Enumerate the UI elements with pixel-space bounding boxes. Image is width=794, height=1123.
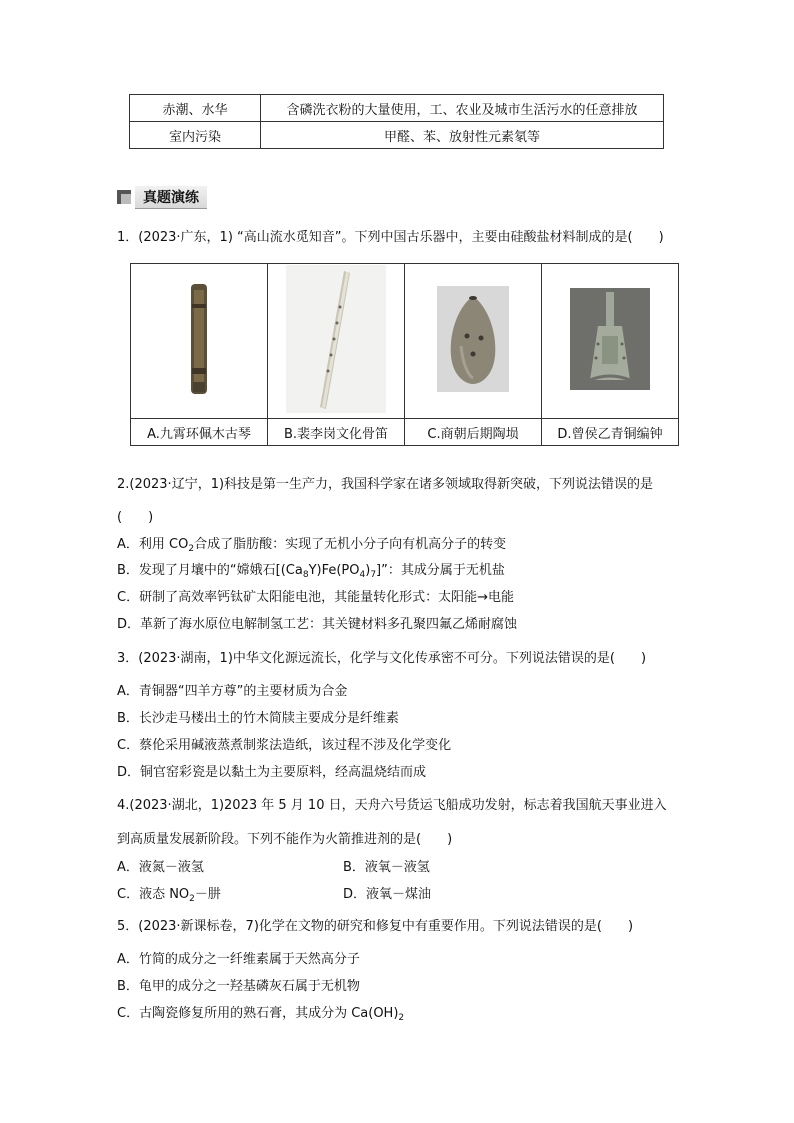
question-5-option-b: B．龟甲的成分之一羟基磷灰石属于无机物 xyxy=(117,979,360,994)
option-caption: A.九霄环佩木古琴 xyxy=(131,419,268,446)
question-4-option-c xyxy=(117,886,221,904)
image-cell xyxy=(268,264,405,419)
question-5-option-a: A．竹简的成分之一纤维素属于天然高分子 xyxy=(117,952,360,967)
question-5-option-c xyxy=(117,1005,404,1023)
option-text: C．液态 NO xyxy=(117,887,190,902)
section-header xyxy=(117,186,207,208)
pollution-type-cell: 赤潮、水华 xyxy=(130,95,261,122)
section-marker-icon xyxy=(117,190,131,204)
image-cell xyxy=(131,264,268,419)
option-text: －肼 xyxy=(194,887,221,902)
guqin-photo xyxy=(179,280,219,398)
option-text: Y)Fe(PO xyxy=(308,563,360,578)
question-4-stem-cont: 到高质量发展新阶段。下列不能作为火箭推进剂的是( ) xyxy=(117,832,453,847)
question-2-stem: 2.(2023·辽宁，1)科技是第一生产力，我国科学家在诸多领域取得新突破，下列说法错误的是 xyxy=(117,477,654,492)
pollution-cause-cell: 含磷洗衣粉的大量使用，工、农业及城市生活污水的任意排放 xyxy=(261,95,664,122)
question-4-option-b: B．液氧－液氢 xyxy=(343,860,430,875)
bronze-bell-photo xyxy=(570,288,650,390)
subscript: 2 xyxy=(189,894,195,904)
image-cell xyxy=(405,264,542,419)
option-text: ) xyxy=(365,563,371,578)
question-3-option-a: A．青铜器“四羊方尊”的主要材质为合金 xyxy=(117,684,348,699)
option-caption: B.裴李岗文化骨笛 xyxy=(268,419,405,446)
option-caption: D.曾侯乙青铜编钟 xyxy=(542,419,679,446)
question-3-option-b: B．长沙走马楼出土的竹木简牍主要成分是纤维素 xyxy=(117,711,399,726)
caption-row xyxy=(131,419,679,446)
question-2-stem-cont: ( ) xyxy=(117,510,154,525)
question-3-option-d: D．铜官窑彩瓷是以黏土为主要原料，经高温烧结而成 xyxy=(117,765,427,780)
option-caption: C.商朝后期陶埙 xyxy=(405,419,542,446)
question-3-option-c: C．蔡伦采用碱液蒸煮制浆法造纸，该过程不涉及化学变化 xyxy=(117,738,452,753)
bone-flute-photo xyxy=(286,265,386,413)
option-text: A．利用 CO xyxy=(117,537,189,552)
question-2-option-d: D．革新了海水原位电解制氢工艺：其关键材料多孔聚四氟乙烯耐腐蚀 xyxy=(117,617,518,632)
subscript: 4 xyxy=(359,570,366,580)
subscript: 7 xyxy=(370,570,377,580)
table-row xyxy=(130,95,664,122)
option-text: C．古陶瓷修复所用的熟石膏，其成分为 Ca(OH) xyxy=(117,1006,399,1021)
question-4-stem: 4.(2023·湖北，1)2023 年 5 月 10 日，天舟六号货运飞船成功发射，标志着我国航天事业进入 xyxy=(117,798,667,813)
option-text: 合成了脂肪酸：实现了无机小分子向有机高分子的转变 xyxy=(194,537,507,552)
option-text: B．发现了月壤中的“嫦娥石[(Ca xyxy=(117,563,303,578)
question-4-option-d: D．液氧－煤油 xyxy=(343,887,432,902)
question-1-stem: 1．(2023·广东，1) “高山流水觅知音”。下列中国古乐器中，主要由硅酸盐材料制成的是( ) xyxy=(117,230,664,245)
option-text: ]”：其成分属于无机盐 xyxy=(376,563,505,578)
question-2-option-b xyxy=(117,562,505,580)
subscript: 2 xyxy=(188,544,195,554)
instrument-image-table xyxy=(130,263,679,446)
image-cell xyxy=(542,264,679,419)
subscript: 2 xyxy=(398,1013,405,1023)
section-title: 真题演练 xyxy=(135,186,207,209)
table-row xyxy=(130,122,664,149)
pollution-type-cell: 室内污染 xyxy=(130,122,261,149)
question-3-stem: 3．(2023·湖南，1)中华文化源远流长，化学与文化传承密不可分。下列说法错误的是( ) xyxy=(117,651,647,666)
question-2-option-c: C．研制了高效率钙钛矿太阳能电池，其能量转化形式：太阳能→电能 xyxy=(117,590,514,605)
question-5-stem: 5．(2023·新课标卷，7)化学在文物的研究和修复中有重要作用。下列说法错误的是( ) xyxy=(117,919,634,934)
pottery-xun-photo xyxy=(437,286,509,392)
subscript: 8 xyxy=(302,570,309,580)
question-2-option-a xyxy=(117,536,506,554)
pollution-table xyxy=(129,94,664,149)
question-4-option-a: A．液氮－液氢 xyxy=(117,860,204,875)
pollution-cause-cell: 甲醛、苯、放射性元素氡等 xyxy=(261,122,664,149)
image-row xyxy=(131,264,679,419)
